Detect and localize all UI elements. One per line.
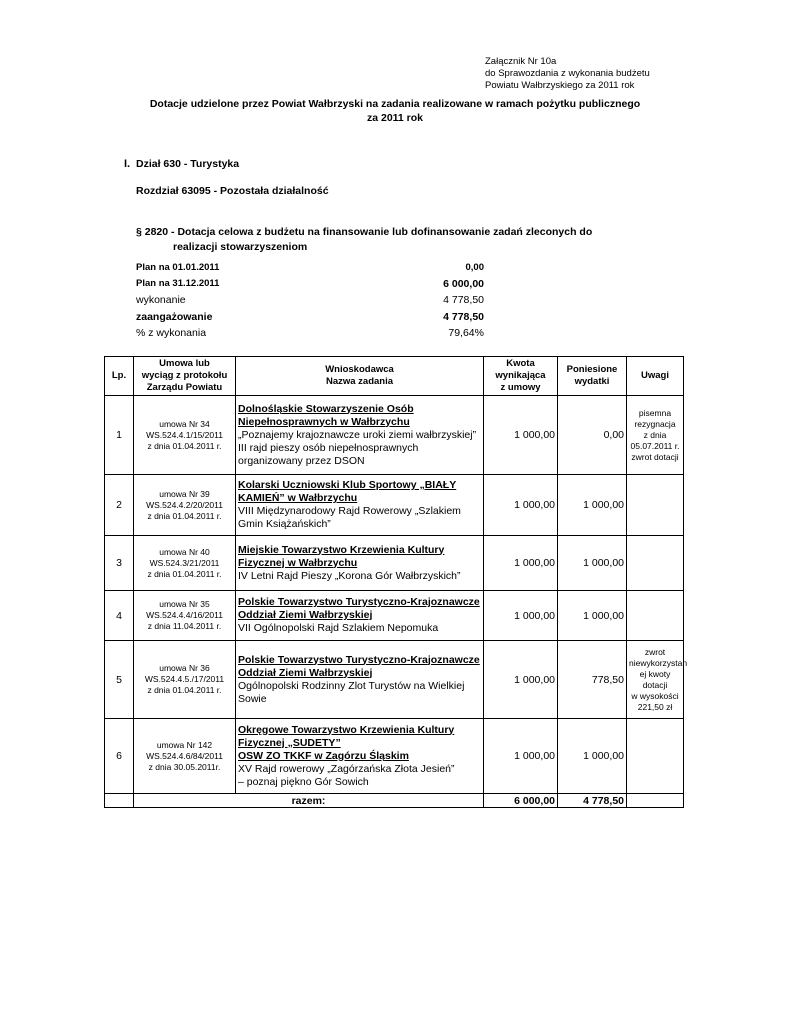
chapter-label: Rozdział 63095 - Pozostała działalność	[136, 185, 329, 197]
cell-wydatki: 778,50	[558, 641, 627, 719]
summary-value: 4 778,50	[443, 294, 484, 307]
header-wydatki	[558, 357, 627, 396]
task-line: Sowie	[238, 692, 267, 705]
summary-row	[136, 309, 484, 326]
cell-lp: 2	[105, 475, 134, 536]
cell-umowa	[134, 719, 236, 794]
uwagi-line: zwrot dotacji	[631, 451, 679, 462]
uwagi-line: rezygnacja	[634, 418, 676, 429]
umowa-line: WS.524.4.2/20/2011	[146, 499, 223, 510]
cell-lp: 5	[105, 641, 134, 719]
umowa-line: WS.524.4.4/16/2011	[146, 610, 223, 620]
uwagi-line: zwrot	[644, 646, 666, 657]
task-line: XV Rajd rowerowy „Zagórzańska Złota Jesień”	[238, 762, 455, 775]
cell-empty	[627, 794, 684, 808]
paragraph-line: § 2820 - Dotacja celowa z budżetu na finansowanie lub dofinansowanie zadań zleconych do	[136, 226, 593, 238]
cell-lp: 6	[105, 719, 134, 794]
cell-uwagi	[627, 536, 684, 591]
summary-value: 6 000,00	[443, 277, 484, 290]
uwagi-line: niewykorzystan	[629, 657, 688, 668]
header-wnioskodawca	[236, 357, 484, 396]
umowa-line: umowa Nr 40	[159, 546, 210, 557]
cell-wydatki: 0,00	[558, 396, 627, 475]
table-row	[105, 536, 684, 591]
umowa-line: z dnia 01.04.2011 r.	[147, 510, 222, 521]
umowa-line: WS.524.4.5./17/2011	[144, 674, 225, 684]
summary-value: 0,00	[465, 261, 484, 273]
summary-row	[136, 292, 484, 309]
header-line: Wnioskodawca	[325, 364, 394, 375]
summary-label: Plan na 31.12.2011	[136, 278, 220, 290]
org-line: Polskie Towarzystwo Turystyczno-Krajoznawcze	[238, 596, 480, 608]
cell-wnioskodawca	[236, 536, 484, 591]
umowa-line: WS.524.4.1/15/2011	[146, 429, 223, 440]
task-line: VII Ogólnopolski Rajd Szlakiem Nepomuka	[238, 622, 439, 634]
org-line: Fizycznej „SUDETY”	[238, 736, 341, 749]
cell-wydatki: 1 000,00	[558, 719, 627, 794]
grants-table	[104, 356, 688, 808]
umowa-line: WS.524.3/21/2011	[149, 557, 220, 568]
task-line: IV Letni Rajd Pieszy „Korona Gór Wałbrzyskich”	[238, 569, 461, 582]
header-line: Nazwa zadania	[325, 376, 394, 387]
header-line: Kwota	[506, 358, 535, 369]
umowa-line: z dnia 01.04.2011 r.	[147, 685, 222, 695]
cell-kwota: 1 000,00	[484, 536, 558, 591]
uwagi-line: w wysokości	[631, 690, 679, 701]
paragraph-label	[136, 225, 616, 255]
umowa-line: z dnia 01.04.2011 r.	[147, 440, 222, 451]
uwagi-line: z dnia	[643, 429, 667, 440]
uwagi-line: 221,50 zł	[637, 701, 673, 712]
table-row	[105, 396, 684, 475]
cell-lp: 4	[105, 591, 134, 641]
umowa-line: z dnia 30.05.2011r.	[148, 761, 221, 772]
cell-uwagi	[627, 641, 688, 719]
org-line: Miejskie Towarzystwo Krzewienia Kultury	[238, 543, 445, 556]
cell-uwagi	[627, 396, 684, 475]
org-line: Polskie Towarzystwo Turystyczno-Krajoznawcze	[238, 653, 480, 666]
umowa-line: umowa Nr 36	[159, 663, 210, 673]
summary-value: 79,64%	[448, 327, 484, 340]
cell-wnioskodawca	[236, 719, 484, 794]
cell-lp: 3	[105, 536, 134, 591]
title-line: Dotacje udzielone przez Powiat Wałbrzyski na zadania realizowane w ramach pożytku publicznego	[149, 98, 641, 110]
table-total-row	[105, 794, 684, 808]
header-line: wyciąg z protokołu	[141, 370, 228, 381]
header-line: Umowa lub	[159, 358, 210, 369]
cell-lp: 1	[105, 396, 134, 475]
annex-note	[485, 56, 650, 92]
summary-label: Plan na 01.01.2011	[136, 261, 220, 273]
document-title	[100, 97, 690, 125]
task-line: Gmin Książańskich”	[238, 518, 331, 530]
umowa-line: umowa Nr 142	[156, 739, 213, 750]
cell-uwagi	[627, 475, 684, 536]
header-lp: Lp.	[105, 357, 134, 396]
task-line: III rajd pieszy osób niepełnosprawnych	[238, 441, 419, 454]
cell-wnioskodawca	[236, 641, 484, 719]
uwagi-line: ej kwoty dotacji	[639, 668, 671, 690]
cell-umowa	[134, 396, 236, 475]
task-line: „Poznajemy krajoznawcze uroki ziemi wałbrzyskiej”	[238, 428, 477, 441]
org-line: Oddział Ziemi Wałbrzyskiej	[238, 666, 373, 679]
cell-uwagi	[627, 719, 684, 794]
total-kwota: 6 000,00	[484, 794, 558, 808]
table-row	[105, 719, 684, 794]
header-umowa	[134, 357, 236, 396]
section-label: Dział 630 - Turystyka	[136, 158, 240, 170]
cell-empty	[105, 794, 134, 808]
umowa-line: umowa Nr 39	[159, 488, 210, 499]
org-line: Kolarski Uczniowski Klub Sportowy „BIAŁY	[238, 479, 457, 491]
cell-wydatki: 1 000,00	[558, 591, 627, 641]
org-line: Niepełnosprawnych w Wałbrzychu	[238, 415, 410, 428]
summary-value: 4 778,50	[443, 310, 484, 323]
cell-umowa	[134, 536, 236, 591]
cell-wnioskodawca	[236, 591, 484, 641]
table-row	[105, 591, 684, 641]
umowa-line: z dnia 11.04.2011 r.	[147, 621, 222, 631]
cell-kwota: 1 000,00	[484, 641, 558, 719]
cell-wydatki: 1 000,00	[558, 536, 627, 591]
header-line: wynikająca	[495, 370, 546, 381]
header-kwota	[484, 357, 558, 396]
cell-wnioskodawca	[236, 396, 484, 475]
cell-kwota: 1 000,00	[484, 396, 558, 475]
header-line: Zarządu Powiatu	[146, 382, 223, 393]
budget-summary	[136, 259, 484, 342]
header-line: wydatki	[574, 376, 610, 387]
summary-label: wykonanie	[136, 294, 186, 307]
uwagi-line: pisemna	[638, 407, 672, 418]
cell-kwota: 1 000,00	[484, 719, 558, 794]
cell-wnioskodawca	[236, 475, 484, 536]
header-uwagi: Uwagi	[627, 357, 684, 396]
org-line: Oddział Ziemi Wałbrzyskiej	[238, 609, 373, 621]
org-line: Okręgowe Towarzystwo Krzewienia Kultury	[238, 723, 455, 736]
task-line: organizowany przez DSON	[238, 454, 365, 467]
cell-uwagi	[627, 591, 684, 641]
table-row	[105, 475, 684, 536]
summary-label: % z wykonania	[136, 327, 207, 340]
header-line: Poniesione	[566, 364, 618, 375]
cell-umowa	[134, 591, 236, 641]
umowa-line: z dnia 01.04.2011 r.	[147, 568, 222, 579]
header-line: z umowy	[500, 382, 541, 393]
paragraph-line: realizacji stowarzyszeniom	[173, 241, 308, 253]
umowa-line: umowa Nr 34	[159, 418, 210, 429]
cell-wydatki: 1 000,00	[558, 475, 627, 536]
cell-kwota: 1 000,00	[484, 475, 558, 536]
umowa-line: umowa Nr 35	[159, 599, 210, 609]
summary-row	[136, 276, 484, 293]
org-line: OSW ZO TKKF w Zagórzu Śląskim	[238, 749, 409, 762]
task-line: – poznaj piękno Gór Sowich	[238, 775, 369, 788]
org-line: Fizycznej w Wałbrzychu	[238, 556, 358, 569]
uwagi-line: 05.07.2011 r.	[630, 440, 680, 451]
table-header-row	[105, 357, 684, 396]
summary-label: zaangażowanie	[136, 310, 213, 323]
org-line: KAMIEŃ” w Wałbrzychu	[238, 492, 358, 504]
summary-row	[136, 259, 484, 276]
cell-umowa	[134, 641, 236, 719]
umowa-line: WS.524.4.6/84/2011	[146, 750, 223, 761]
cell-kwota: 1 000,00	[484, 591, 558, 641]
section-number: I.	[124, 158, 131, 170]
annex-line: do Sprawozdania z wykonania budżetu	[485, 68, 650, 79]
total-wydatki: 4 778,50	[558, 794, 627, 808]
title-line: za 2011 rok	[366, 112, 424, 124]
task-line: VIII Międzynarodowy Rajd Rowerowy „Szlakiem	[238, 505, 461, 517]
total-label: razem:	[134, 794, 484, 808]
summary-row	[136, 325, 484, 342]
org-line: Dolnośląskie Stowarzyszenie Osób	[238, 402, 414, 415]
cell-umowa	[134, 475, 236, 536]
annex-line: Załącznik Nr 10a	[485, 56, 557, 67]
table-row	[105, 641, 684, 719]
task-line: Ogólnopolski Rodzinny Zlot Turystów na Wielkiej	[238, 679, 465, 692]
annex-line: Powiatu Wałbrzyskiego za 2011 rok	[485, 80, 635, 91]
